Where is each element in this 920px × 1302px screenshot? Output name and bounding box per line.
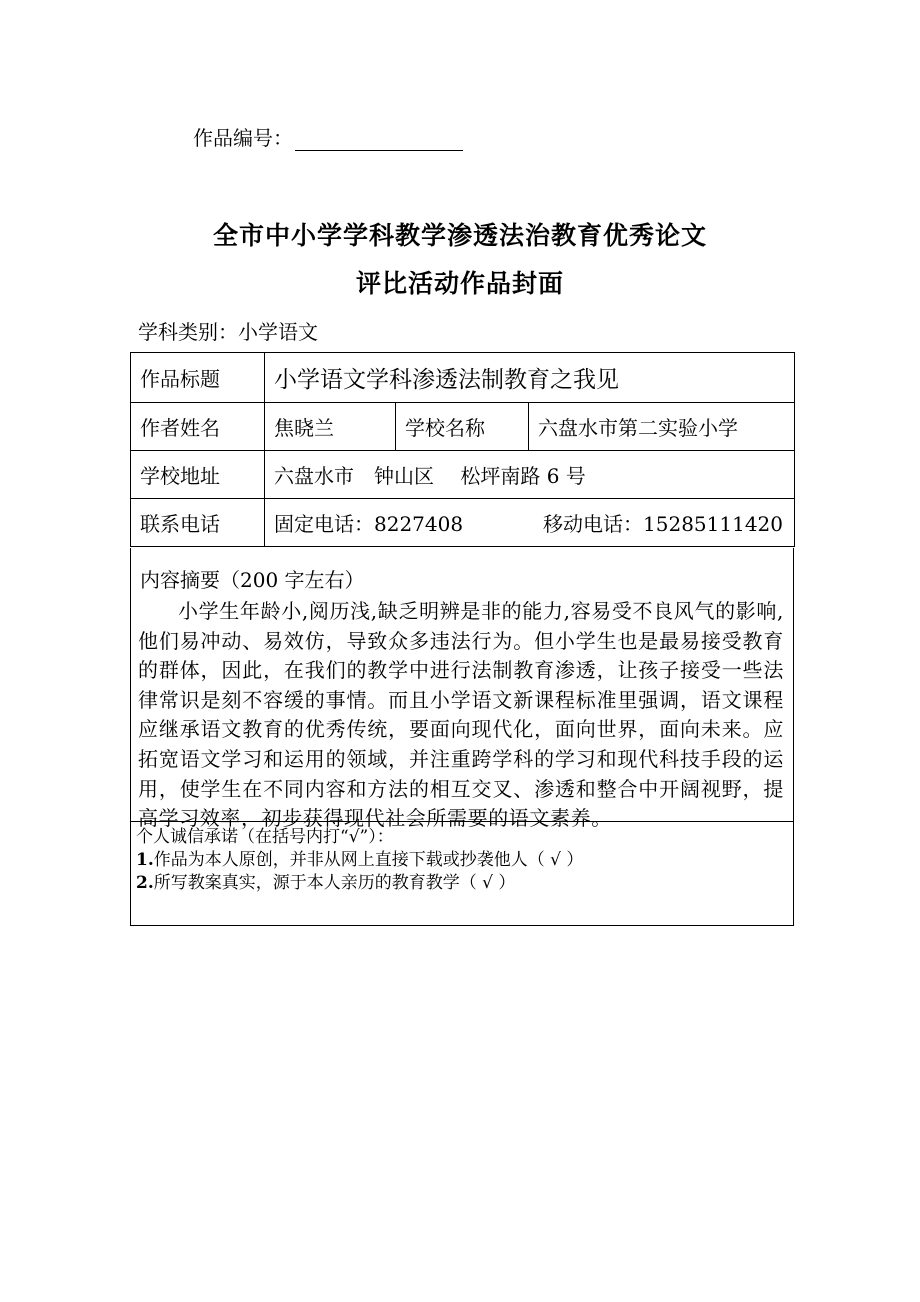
abstract-heading: 内容摘要（200 字左右） [140,568,365,592]
mobile-phone: 移动电话：15285111420 [543,512,784,536]
pledge-item-2-text: 所写教案真实，源于本人亲历的教育教学（ √ ） [153,873,516,893]
subject-category: 学科类别：小学语文 [138,320,318,344]
school-label-cell: 学校名称 [396,403,529,451]
pledge-item-1-text: 作品为本人原创，并非从网上直接下载或抄袭他人（ √ ） [153,850,584,870]
title-value-cell: 小学语文学科渗透法制教育之我见 [265,353,795,403]
abstract-text: 小学生年龄小,阅历浅,缺乏明辨是非的能力,容易受不良风气的影响,他们易冲动、易效仿，导致众多违法行为。但小学生也是最易接受教育的群体，因此，在我们的教学中进行法制教育渗透，让孩子接受一些法律常识是刻不容缓的事情。而且小学语文新课程标准里强调，语文课程应继承语文教育的优秀传统，要面向现代化，面向世界，面向未来。应拓宽语文学习和运用的领域，并注重跨学科的学习和现代科技手段的运用，使学生在不同内容和方法的相互交叉、渗透和整合中开阔视野，提高学习效率，初步获得现代社会所需要的语文素养。 [138,599,784,831]
phone-value-cell [265,499,795,547]
integrity-pledge-section [130,821,794,926]
work-number [193,122,463,151]
author-label-cell: 作者姓名 [131,403,265,451]
table-row [131,499,795,547]
landline-phone: 固定电话：8227408 [274,512,464,536]
abstract-section [130,548,794,831]
phone-label-cell: 联系电话 [131,499,265,547]
info-table [130,352,795,547]
table-row [131,353,795,403]
table-row [131,403,795,451]
pledge-item-1 [136,849,793,872]
document-title-line2: 评比活动作品封面 [355,269,564,298]
school-value-cell: 六盘水市第二实验小学 [529,403,795,451]
table-row [131,451,795,499]
pledge-item-1-number: 1. [136,850,154,870]
work-number-blank [295,126,463,151]
address-label-cell: 学校地址 [131,451,265,499]
author-value-cell: 焦晓兰 [265,403,396,451]
document-title-line1: 全市中小学学科教学渗透法治教育优秀论文 [212,221,707,250]
pledge-item-2 [136,872,793,895]
pledge-item-2-number: 2. [136,873,154,893]
address-value-cell: 六盘水市 钟山区 松坪南路 6 号 [265,451,795,499]
work-number-label: 作品编号： [193,126,293,150]
title-label-cell: 作品标题 [131,353,265,403]
pledge-heading: 个人诚信承诺（在括号内打“√”）： [136,827,394,847]
